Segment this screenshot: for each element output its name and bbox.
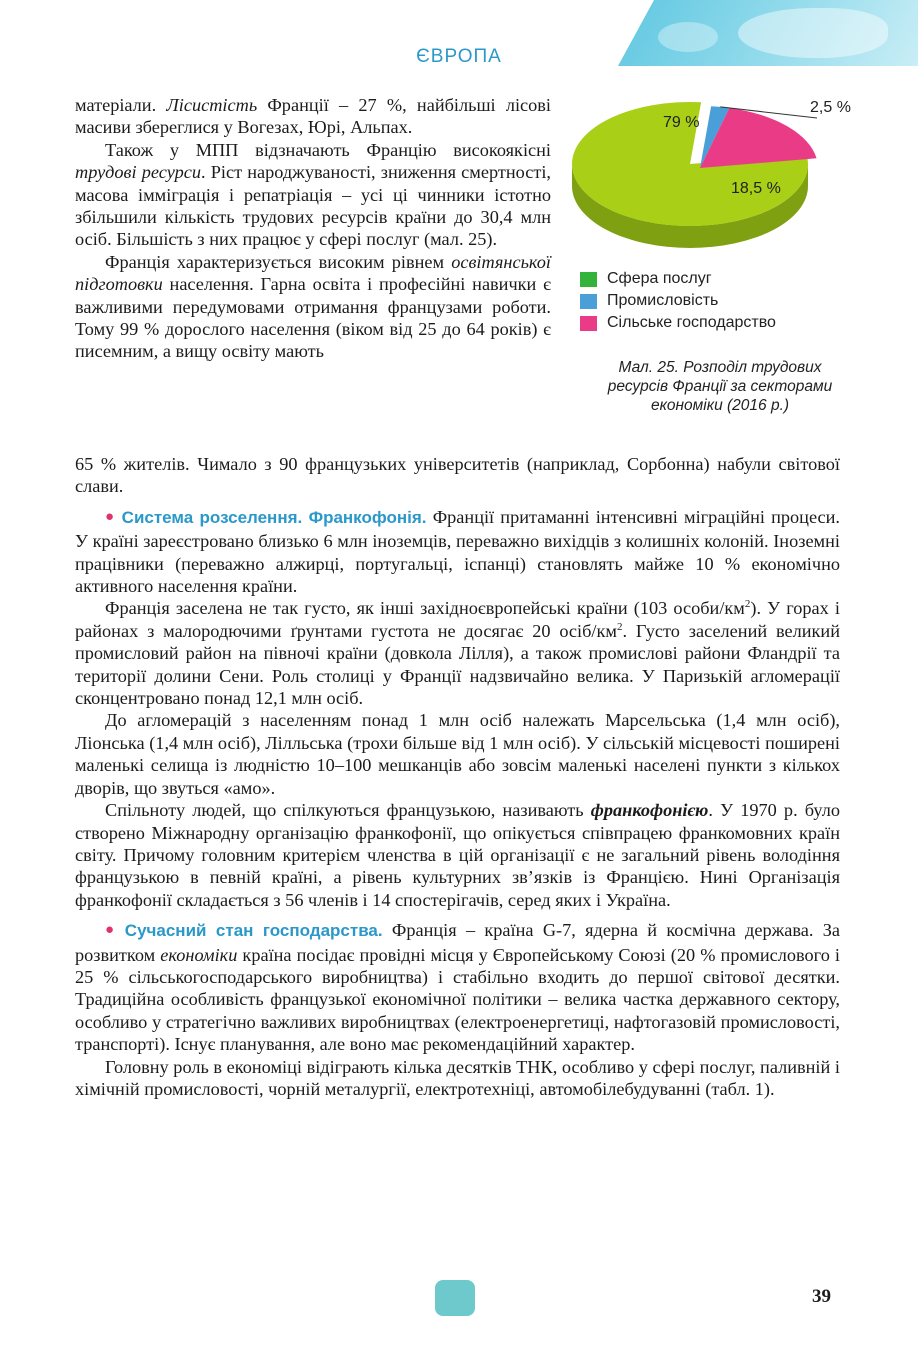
subheading: Сучасний стан господарства.: [124, 921, 383, 941]
data-label-agriculture: 18,5 %: [731, 180, 781, 197]
caption-line: економіки (2016 р.): [650, 397, 790, 414]
legend-label: Сфера послуг: [607, 270, 712, 287]
caption-line: Мал. 25. Розподіл трудових: [618, 359, 822, 376]
paragraph: ● Сучасний стан господарства. Франція – країна G-7, ядерна й космічна держава. За розвитком економіки країна посідає провідні місця у Європейському Союзі (20 % промислового і 25 % сільськогосподарського виробництва) і стабільно входить до першої світової десятки. Традиційна особливість французької економічної політики – велика частка державного сектору, особливо у стратегічно важливих виробництвах (електроенергетиці, нафтогазовій промисловості, транспорті). Існує планування, але воно має рекомендаційний характер.: [75, 920, 841, 1055]
body-text: [75, 453, 840, 1100]
data-label-industry: 2,5 %: [810, 99, 851, 116]
paragraph: матеріали. Лісистість Франції – 27 %, найбільші лісові масиви збереглися у Вогезах, Юрі, Альпах.: [75, 95, 551, 138]
legend-item: [580, 312, 776, 334]
section-title: ЄВРОПА: [416, 46, 502, 67]
data-label-services: 79 %: [663, 114, 700, 131]
paragraph: Франція характеризується високим рівнем освітянської підготовки населення. Гарна освіта і професійні навички є важливими передумовами отримання французами роботи. Тому 99 % дорослого населення (віком від 25 до 64 років) є писемним, а вищу освіту мають: [75, 251, 551, 362]
paragraph: Франція заселена не так густо, як інші західноєвропейські країни (103 особи/$км^2$). У горах і районах з малородючими ґрунтами густота не досягає 20 осіб/$км^2$. Густо заселений великий промисловий район на півночі країни (довкола Лілля), а також промислові райони Фландрії та території долини Сени. Роль столиці у Франції надзвичайно велика. У Паризькій агломерації сконцентровано понад 12,1 млн осіб.: [75, 598, 840, 709]
page-number: 39: [812, 1286, 831, 1307]
paragraph: До агломерацій з населенням понад 1 млн осіб належать Марсельська (1,4 млн осіб), Ліонська (1,4 млн осіб), Лілльська (трохи більше від 1 млн осіб). У сільській місцевості поширені маленькі селища із людністю 10–100 мешканців або зовсім маленькі населені пункти з кількох дворів, що звуться «амо».: [75, 710, 840, 798]
legend-swatch-industry: [580, 294, 597, 309]
legend-swatch-services: [580, 272, 597, 287]
legend-label: Сільське господарство: [607, 314, 776, 331]
bullet-icon: ●: [105, 507, 116, 525]
paragraph: Також у МПП відзначають Францію високоякісні трудові ресурси. Ріст народжуваності, зниження смертності, масова імміграція і репатріація – усі ці чинники істотно збільшили кількість трудових ресурсів країни до 30,4 млн осіб. Більшість з них працює у сфері послуг (мал. 25).: [75, 139, 551, 250]
caption-line: ресурсів Франції за секторами: [607, 378, 833, 395]
subheading: Система розселення. Франкофонія.: [121, 507, 427, 527]
page-tab-decoration: [435, 1280, 475, 1316]
legend-item: [580, 268, 776, 290]
paragraph: Головну роль в економіці відіграють кілька десятків ТНК, особливо у сфері послуг, паливній і хімічній промисловості, чорній металургії, електротехніці, автомобілебудуванні (табл. 1).: [75, 1056, 840, 1099]
pie-chart-svg: [565, 92, 875, 262]
legend-label: Промисловість: [607, 292, 719, 309]
left-column: [75, 94, 551, 363]
legend-swatch-agriculture: [580, 316, 597, 331]
paragraph: ● Система розселення. Франкофонія. Франції притаманні інтенсивні міграційні процеси. У країні зареєстровано близько 6 млн іноземців, переважно вихідців з колишніх колоній. Іноземні працівники (переважно алжирці, португальці, іспанці) становлять майже 10 % економічно активного населення країни.: [75, 506, 841, 597]
figure-caption: [570, 358, 870, 415]
legend-item: [580, 290, 776, 312]
chart-legend: [580, 268, 776, 334]
bullet-icon: ●: [105, 921, 119, 939]
paragraph: Спільноту людей, що спілкуються французькою, називають франкофонією. У 1970 р. було створено Міжнародну організацію франкофонії, що опікується співпрацею франкомовних країн світу. Причому головним критерієм членства в цій організації є не загальний рівень володіння французькою в певній країні, а рівень культурних зв’язків із Францією. Нині Організація франкофонії складається з 56 членів і 14 спостерігачів, серед яких і Україна.: [75, 800, 840, 910]
paragraph: 65 % жителів. Чимало з 90 французьких університетів (наприклад, Сорбонна) набули світової слави.: [75, 454, 840, 497]
